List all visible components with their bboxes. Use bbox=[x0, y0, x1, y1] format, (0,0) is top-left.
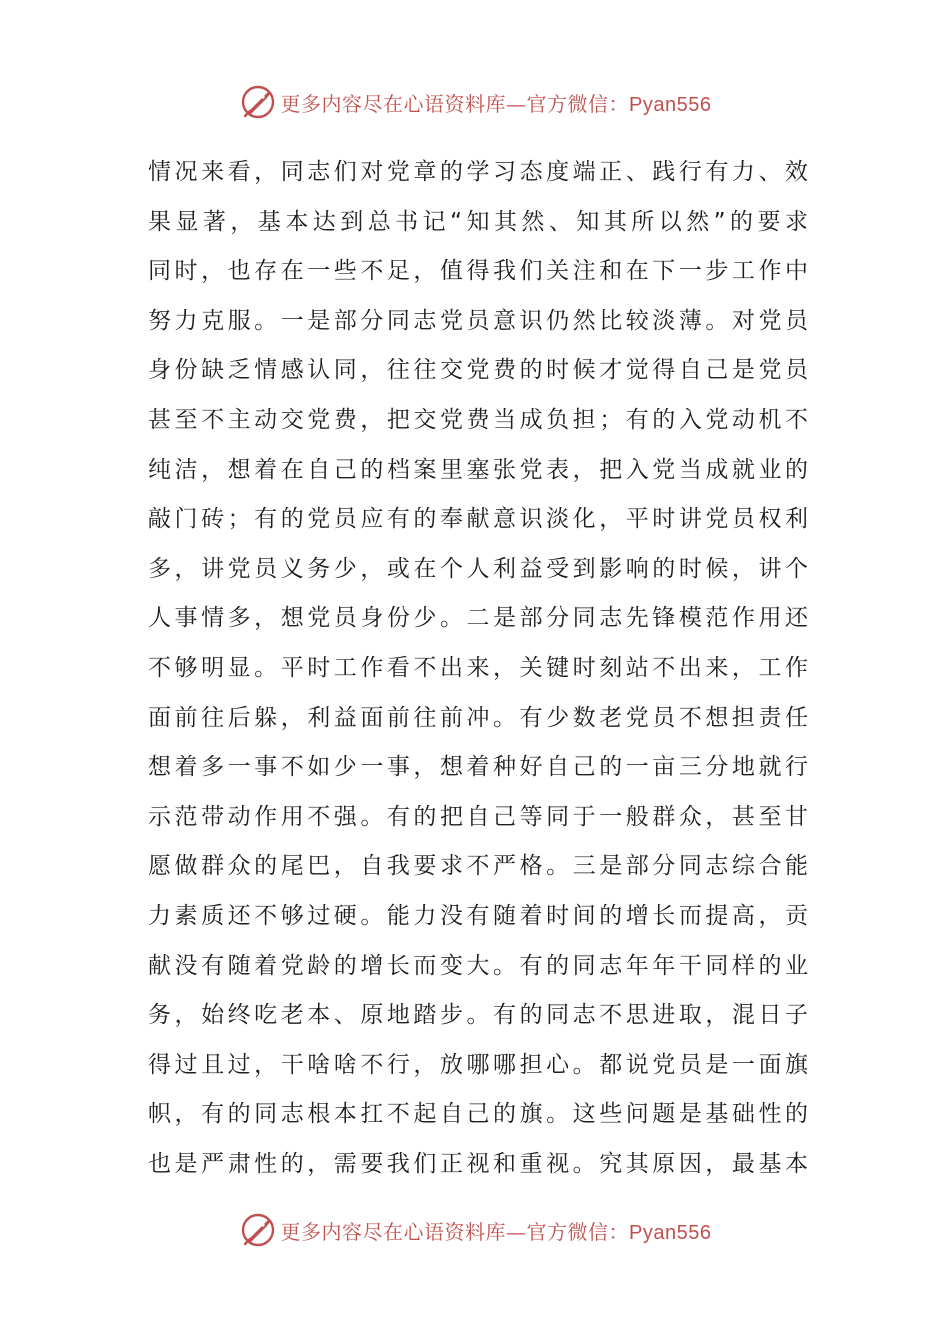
header-wechat-id: Pyan556 bbox=[629, 93, 712, 116]
document-body bbox=[148, 148, 808, 1189]
body-line: 身份缺乏情感认同，往往交党费的时候才觉得自己是党员 bbox=[148, 357, 808, 384]
footer-wechat-id: Pyan556 bbox=[629, 1221, 712, 1244]
body-line: 人事情多，想党员身份少。二是部分同志先锋模范作用还 bbox=[148, 605, 808, 632]
body-line: 敲门砖；有的党员应有的奉献意识淡化，平时讲党员权利 bbox=[148, 506, 808, 533]
footer-banner-text bbox=[281, 1216, 712, 1245]
body-line: 情况来看，同志们对党章的学习态度端正、践行有力、效 bbox=[148, 159, 808, 185]
body-line: 想着多一事不如少一事，想着种好自己的一亩三分地就行 bbox=[148, 754, 808, 781]
pen-nib-logo-icon bbox=[239, 1211, 277, 1249]
body-line: 力素质还不够过硬。能力没有随着时间的增长而提高，贡 bbox=[148, 902, 808, 929]
body-line: 愿做群众的尾巴，自我要求不严格。三是部分同志综合能 bbox=[148, 853, 808, 880]
body-line: 务，始终吃老本、原地踏步。有的同志不思进取，混日子 bbox=[148, 1002, 808, 1029]
header-banner-text bbox=[281, 88, 712, 117]
body-line: 果显著，基本达到总书记“知其然、知其所以然”的要求 bbox=[148, 208, 808, 235]
footer-wechat-label: 官方微信： bbox=[526, 1219, 630, 1244]
header-wechat-label: 官方微信： bbox=[526, 91, 630, 116]
footer-brand: 更多内容尽在心语资料库 bbox=[280, 1219, 507, 1244]
body-line: 也是严肃性的，需要我们正视和重视。究其原因，最基本 bbox=[148, 1150, 808, 1177]
body-line: 献没有随着党龄的增长而变大。有的同志年年干同样的业 bbox=[148, 952, 808, 979]
body-line: 甚至不主动交党费，把交党费当成负担；有的入党动机不 bbox=[148, 406, 808, 433]
body-line: 多，讲党员义务少，或在个人利益受到影响的时候，讲个 bbox=[148, 555, 808, 582]
body-line: 面前往后躲，利益面前往前冲。有少数老党员不想担责任 bbox=[148, 704, 808, 731]
body-line: 得过且过，干啥啥不行，放哪哪担心。都说党员是一面旗 bbox=[148, 1051, 808, 1078]
footer-banner bbox=[0, 1210, 950, 1250]
footer-separator: — bbox=[506, 1219, 527, 1244]
body-line: 不够明显。平时工作看不出来，关键时刻站不出来，工作 bbox=[148, 654, 808, 681]
header-separator: — bbox=[506, 91, 527, 116]
body-line: 示范带动作用不强。有的把自己等同于一般群众，甚至甘 bbox=[148, 803, 808, 830]
pen-nib-logo-icon bbox=[239, 83, 277, 121]
header-brand: 更多内容尽在心语资料库 bbox=[280, 91, 507, 116]
body-line: 努力克服。一是部分同志党员意识仍然比较淡薄。对党员 bbox=[148, 307, 808, 334]
header-banner bbox=[0, 82, 950, 122]
body-line: 同时，也存在一些不足，值得我们关注和在下一步工作中 bbox=[148, 258, 808, 285]
body-line: 纯洁，想着在自己的档案里塞张党表，把入党当成就业的 bbox=[148, 456, 808, 483]
body-line: 帜，有的同志根本扛不起自己的旗。这些问题是基础性的 bbox=[148, 1101, 808, 1128]
